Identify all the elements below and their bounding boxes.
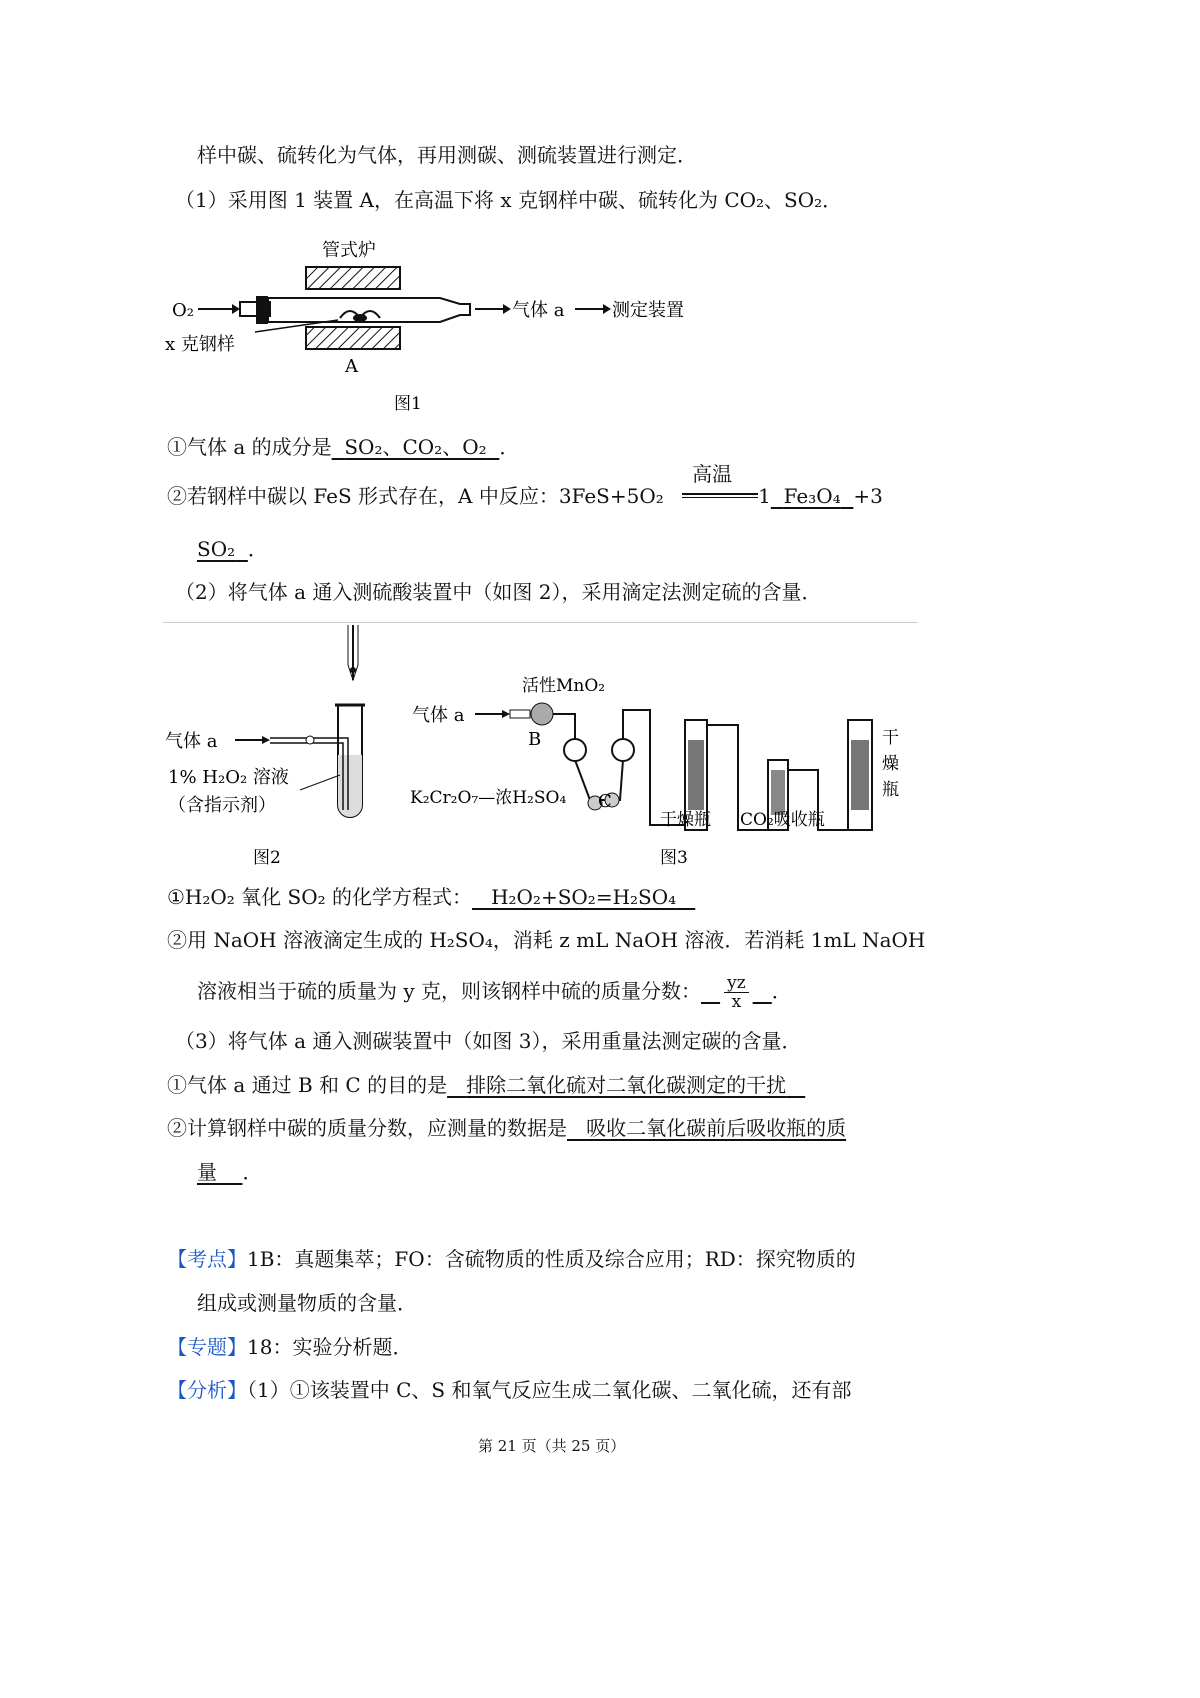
kaodian-text-cont: 组成或测量物质的含量． <box>197 1291 417 1315</box>
q3-answer-2 <box>167 1114 846 1142</box>
q1-a2-prefix: ②若钢样中碳以 FeS 形式存在，A 中反应：3FeS+5O₂ <box>167 484 664 508</box>
q3-a2-answer <box>567 1116 846 1140</box>
fig3-reagent-label: K₂Cr₂O₇—浓H₂SO₄ <box>410 788 567 808</box>
q3-a2-answer-cont: 量 <box>197 1160 217 1184</box>
zhuanti-tag: 【专题】 <box>167 1335 247 1359</box>
reaction-condition <box>682 462 758 510</box>
fraction-denominator: x <box>731 992 742 1012</box>
q3-a2-suffix: ． <box>242 1160 263 1184</box>
fig3-gas-label: 气体 a <box>412 705 465 726</box>
q1-answer-2-cont <box>197 535 268 563</box>
furnace-label: 管式炉 <box>322 240 376 261</box>
kaodian-section <box>167 1245 856 1273</box>
fig3-mno2-label: 活性MnO₂ <box>522 676 606 696</box>
kaodian-tag: 【考点】 <box>167 1247 247 1271</box>
fig3-co2-bottle-label: CO₂吸收瓶 <box>740 810 825 830</box>
condition-high-temp: 高温 <box>692 462 733 486</box>
coef-2: +3 <box>853 484 883 508</box>
q1-a1-suffix: ． <box>499 435 520 459</box>
intro-text: 样中碳、硫转化为气体，再用测碳、测硫装置进行测定． <box>197 143 697 167</box>
q2-stem: （2）将气体 a 通入测硫酸装置中（如图 2），采用滴定法测定硫的含量． <box>175 580 822 604</box>
q3-a1-answer-text: 排除二氧化硫对二氧化碳测定的干扰 <box>466 1073 787 1097</box>
q2-a1-prefix: ①H₂O₂ 氧化 SO₂ 的化学方程式： <box>167 885 472 909</box>
q2-answer-1 <box>167 883 695 911</box>
fenxi-text: （1）①该装置中 C、S 和氧气反应生成二氧化碳、二氧化硫，还有部 <box>247 1378 852 1402</box>
q2-a2-suffix: ． <box>771 979 792 1003</box>
fig3-dryer2-label: 干燥瓶 <box>882 728 899 800</box>
fig2-indicator-label: （含指示剂） <box>168 795 276 816</box>
q1-a1-answer <box>332 435 500 459</box>
gas-a-label: 气体 a <box>512 300 565 321</box>
q3-a1-prefix: ①气体 a 通过 B 和 C 的目的是 <box>167 1073 448 1097</box>
mass-fraction <box>724 974 749 1011</box>
coef-1: 1 <box>758 484 771 508</box>
divider <box>163 622 918 623</box>
fig2-gas-label: 气体 a <box>165 731 218 752</box>
q1-a2-answer1-text: Fe₃O₄ <box>783 484 841 508</box>
kaodian-text: 1B：真题集萃；FO：含硫物质的性质及综合应用；RD：探究物质的 <box>247 1247 856 1271</box>
q3-stem: （3）将气体 a 通入测碳装置中（如图 3），采用重量法测定碳的含量． <box>175 1029 802 1053</box>
device-label: 测定装置 <box>612 300 684 321</box>
q1-answer-1 <box>167 433 519 461</box>
q1-stem: （1）采用图 1 装置 A，在高温下将 x 克钢样中碳、硫转化为 CO₂、SO₂． <box>175 188 843 212</box>
q1-a1-prefix: ①气体 a 的成分是 <box>167 435 332 459</box>
zhuanti-text: 18：实验分析题． <box>247 1335 413 1359</box>
q2-answer-2: ②用 NaOH 溶液滴定生成的 H₂SO₄，消耗 z mL NaOH 溶液．若消耗 1mL NaOH <box>167 928 926 952</box>
figure-2-3-apparatus <box>160 625 920 870</box>
q2-a2-line2: 溶液相当于硫的质量为 y 克，则该钢样中硫的质量分数： <box>197 979 702 1003</box>
q1-a2-answer1 <box>771 484 854 508</box>
sample-label: x 克钢样 <box>165 334 235 355</box>
q3-answer-1 <box>167 1071 805 1099</box>
q1-a1-answer-text: SO₂、CO₂、O₂ <box>344 435 487 459</box>
fig3-c-label: C <box>598 791 612 812</box>
q3-a2-prefix: ②计算钢样中碳的质量分数，应测量的数据是 <box>167 1116 567 1140</box>
page-footer: 第 21 页（共 25 页） <box>478 1437 626 1455</box>
q2-a1-answer <box>472 885 695 909</box>
fig2-solution-label: 1% H₂O₂ 溶液 <box>168 767 289 788</box>
q3-a2-answer-text: 吸收二氧化碳前后吸收瓶的质 <box>586 1116 847 1140</box>
q3-a1-answer <box>447 1073 805 1097</box>
q1-a2-answer2: SO₂ <box>197 537 236 561</box>
figure-1-tube-furnace <box>160 232 720 417</box>
fraction-numerator: yz <box>724 974 749 993</box>
fenxi-section <box>167 1376 851 1404</box>
q2-a1-answer-text: H₂O₂+SO₂=H₂SO₄ <box>491 885 677 909</box>
q1-a2-suffix: ． <box>247 537 268 561</box>
fig3-b-label: B <box>528 729 542 750</box>
figure-2-caption: 图2 <box>253 848 281 868</box>
apparatus-a-label: A <box>345 356 358 377</box>
fig3-dryer1-label: 干燥瓶 <box>660 810 711 830</box>
zhuanti-section <box>167 1333 412 1361</box>
figure-3-caption: 图3 <box>660 848 688 868</box>
q3-answer-2-cont <box>197 1158 262 1186</box>
figure-1-caption: 图1 <box>394 394 422 414</box>
o2-label: O₂ <box>172 300 194 321</box>
q1-answer-2 <box>167 462 883 510</box>
fenxi-tag: 【分析】 <box>167 1378 247 1402</box>
q2-answer-2-cont <box>197 974 792 1011</box>
